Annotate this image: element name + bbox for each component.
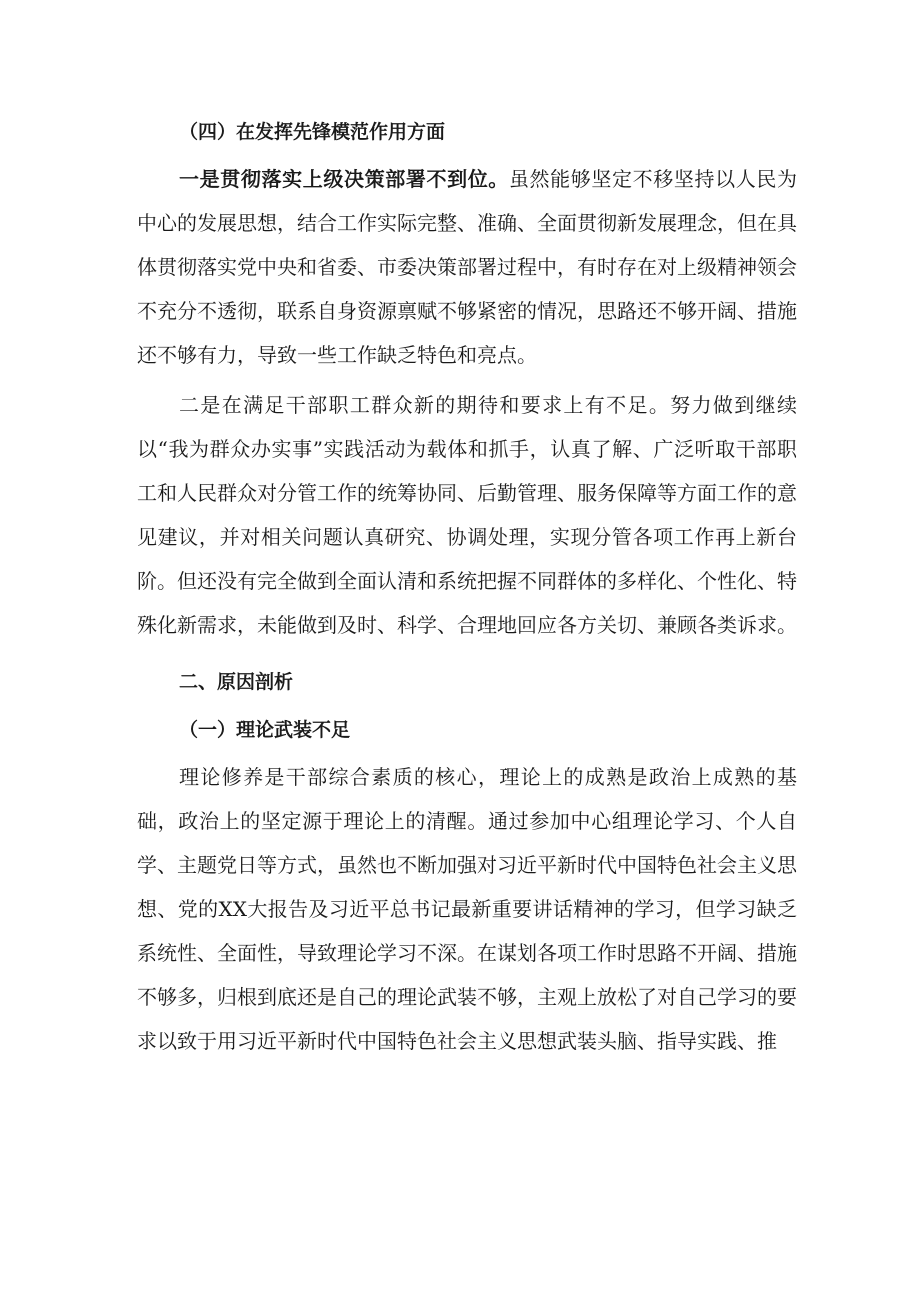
paragraph-lead: 一是贯彻落实上级决策部署不到位。 <box>179 167 509 191</box>
paragraph-theory: 理论修养是干部综合素质的核心，理论上的成熟是政治上成熟的基础，政治上的坚定源于理论上的清醒。通过参加中心组理论学习、个人自学、主题党日等方式，虽然也不断加强对习近平新时代中国特色社会主义思想、党的XX大报告及习近平总书记最新重要讲话精神的学习，但学习缺乏系统性、全面性，导致理论学习不深。在谋划各项工作时思路不开阔、措施不够多，归根到底还是自己的理论武装不够，主观上放松了对自己学习的要求以致于用习近平新时代中国特色社会主义思想武装头脑、指导实践、推 <box>137 765 797 1053</box>
document-body <box>137 113 797 1063</box>
section-heading-4: （四）在发挥先锋模范作用方面 <box>179 121 446 143</box>
paragraph-implementation <box>137 157 797 377</box>
paragraph-expectations: 二是在满足干部职工群众新的期待和要求上有不足。努力做到继续以“我为群众办实事”实践活动为载体和抓手，认真了解、广泛听取干部职工和人民群众对分管工作的统筹协同、后勤管理、服务保障等方面工作的意见建议，并对相关问题认真研究、协调处理，实现分管各项工作再上新台阶。但还没有完全做到全面认清和系统把握不同群体的多样化、个性化、特殊化新需求，未能做到及时、科学、合理地回应各方关切、兼顾各类诉求。 <box>137 393 797 637</box>
subsection-heading-theory: （一）理论武装不足 <box>179 719 351 741</box>
section-heading-causes: 二、原因剖析 <box>179 671 294 693</box>
paragraph-body: 虽然能够坚定不移坚持以人民为中心的发展思想，结合工作实际完整、准确、全面贯彻新发展理念，但在具体贯彻落实党中央和省委、市委决策部署过程中，有时存在对上级精神领会不充分不透彻，联系自身资源禀赋不够紧密的情况，思路还不够开阔、措施还不够有力，导致一些工作缺乏特色和亮点。 <box>137 167 798 367</box>
